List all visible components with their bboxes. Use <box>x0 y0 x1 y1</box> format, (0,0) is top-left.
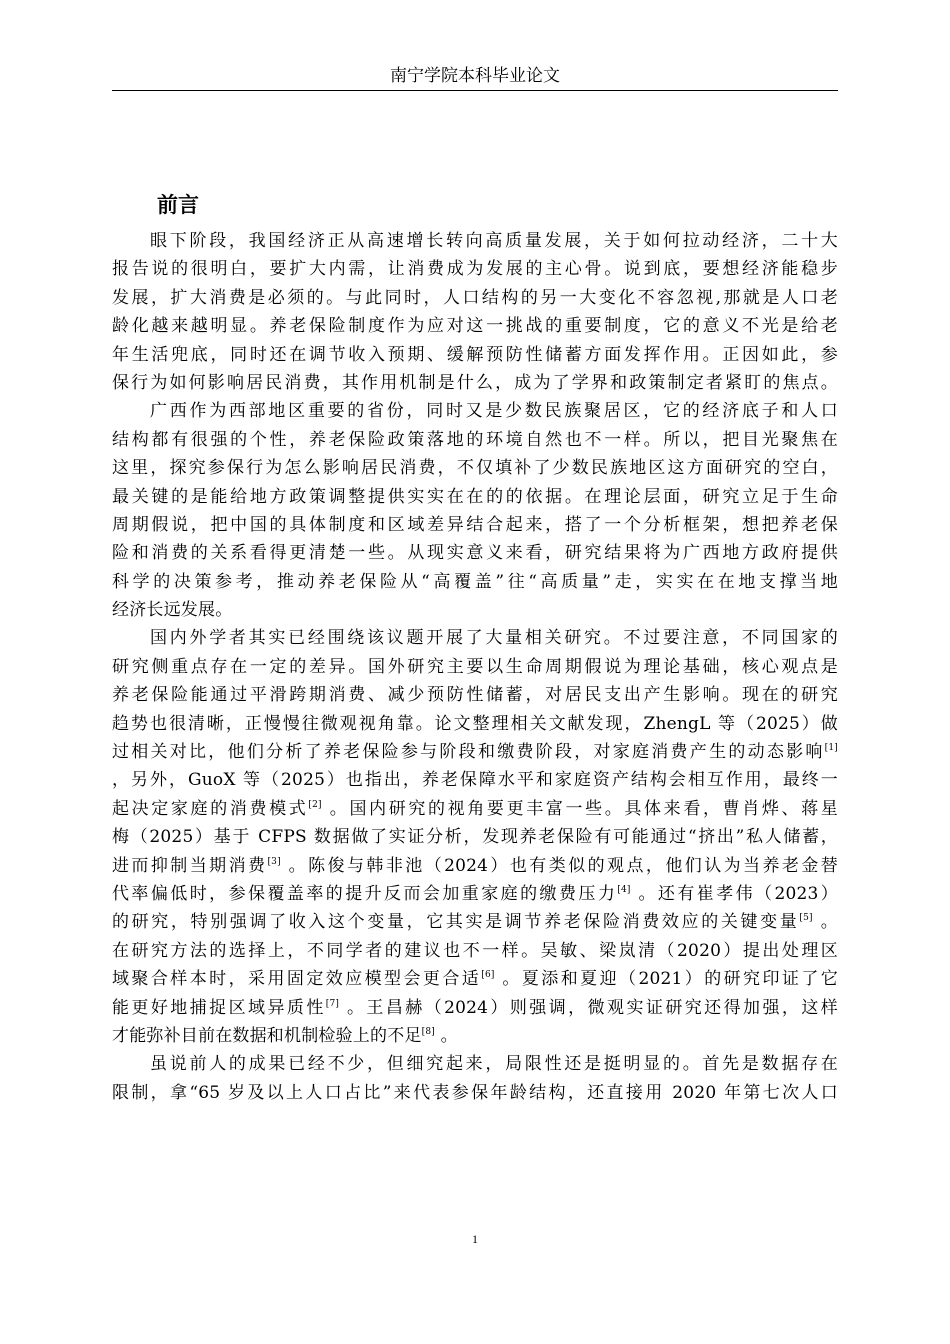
text-segment: 才能弥补目前在数据和机制检验上的不足 <box>112 1025 422 1046</box>
body-text <box>112 227 838 1107</box>
text-segment: 研究侧重点存在一定的差异。国外研究主要以生命周期假说为理论基础，核心观点是 <box>112 656 838 677</box>
text-line <box>112 596 838 624</box>
text-line <box>112 312 838 340</box>
text-segment: 进而抑制当期消费 <box>112 855 268 876</box>
text-segment: 过相关对比，他们分析了养老保险参与阶段和缴费阶段，对家庭消费产生的动态影响 <box>112 742 825 763</box>
text-line <box>112 1022 838 1050</box>
text-segment: 险和消费的关系看得更清楚一些。从现实意义来看，研究结果将为广西地方政府提供 <box>112 543 838 564</box>
text-segment: 最关键的是能给地方政策调整提供实实在在的的依据。在理论层面，研究立足于生命 <box>112 486 838 507</box>
text-line <box>112 852 838 880</box>
text-line <box>112 227 838 255</box>
text-segment: 的研究，特别强调了收入这个变量，它其实是调节养老保险消费效应的关键变量 <box>112 912 800 933</box>
text-segment: 这里，探究参保行为怎么影响居民消费，不仅填补了少数民族地区这方面研究的空白， <box>112 458 838 479</box>
text-line <box>112 426 838 454</box>
text-line <box>112 681 838 709</box>
text-line <box>112 1050 838 1078</box>
text-segment: 。王昌赫（2024）则强调，微观实证研究还得加强，这样 <box>339 997 838 1018</box>
citation-marker: [4] <box>617 884 631 895</box>
citation-marker: [8] <box>421 1026 435 1037</box>
text-segment: 科学的决策参考，推动养老保险从“高覆盖”往“高质量”走，实实在在地支撑当地 <box>112 571 838 592</box>
citation-marker: [3] <box>267 856 281 867</box>
text-line <box>112 397 838 425</box>
text-line <box>112 653 838 681</box>
text-line <box>112 1079 838 1107</box>
citation-marker: [1] <box>824 743 838 754</box>
text-line <box>112 908 838 936</box>
text-segment: 报告说的很明白，要扩大内需，让消费成为发展的主心骨。说到底，要想经济能稳步 <box>112 259 838 280</box>
text-line <box>112 994 838 1022</box>
text-segment: 。 <box>434 1025 458 1046</box>
text-line <box>112 710 838 738</box>
text-line <box>112 738 838 766</box>
text-line <box>112 539 838 567</box>
header-title: 南宁学院本科毕业论文 <box>390 66 560 86</box>
text-segment: 龄化越来越明显。养老保险制度作为应对这一挑战的重要制度，它的意义不光是给老 <box>112 316 838 337</box>
text-segment: 域聚合样本时，采用固定效应模型会更合适 <box>112 969 482 990</box>
text-segment: 经济长远发展。 <box>112 600 233 621</box>
text-line <box>112 483 838 511</box>
text-segment: 养老保险能通过平滑跨期消费、减少预防性储蓄，对居民支出产生影响。现在的研究 <box>112 685 838 706</box>
text-line <box>112 568 838 596</box>
text-segment: 。夏添和夏迎（2021）的研究印证了它 <box>494 969 838 990</box>
page-number: 1 <box>472 1232 478 1246</box>
text-line <box>112 369 838 397</box>
section-title: 前言 <box>157 193 199 217</box>
page-header <box>112 62 838 91</box>
text-segment: 起决定家庭的消费模式 <box>112 798 309 819</box>
text-line <box>112 284 838 312</box>
text-segment: 广西作为西部地区重要的省份，同时又是少数民族聚居区，它的经济底子和人口 <box>150 401 838 422</box>
text-segment: 发展，扩大消费是必须的。与此同时，人口结构的另一大变化不容忽视,那就是人口老 <box>112 287 838 308</box>
text-segment: 虽说前人的成果已经不少，但细究起来，局限性还是挺明显的。首先是数据存在 <box>150 1054 838 1075</box>
text-segment: 能更好地捕捉区域异质性 <box>112 997 326 1018</box>
text-segment: 结构都有很强的个性，养老保险政策落地的环境自然也不一样。所以，把目光聚焦在 <box>112 429 838 450</box>
text-segment: 代率偏低时，参保覆盖率的提升反而会加重家庭的缴费压力 <box>112 883 618 904</box>
text-segment: 国内外学者其实已经围绕该议题开展了大量相关研究。不过要注意，不同国家的 <box>150 628 838 649</box>
text-segment: 眼下阶段，我国经济正从高速增长转向高质量发展，关于如何拉动经济，二十大 <box>150 231 838 251</box>
text-segment: 年生活兜底，同时还在调节收入预期、缓解预防性储蓄方面发挥作用。正因如此，参 <box>112 344 838 365</box>
text-segment: 。 <box>812 912 838 933</box>
text-segment: 趋势也很清晰，正慢慢往微观视角靠。论文整理相关文献发现，ZhengL 等（2025）做 <box>112 713 838 734</box>
text-line <box>112 965 838 993</box>
text-line <box>112 454 838 482</box>
text-line <box>112 766 838 794</box>
text-segment: 限制，拿“65 岁及以上人口占比”来代表参保年龄结构，还直接用 2020 年第七次人口 <box>112 1082 838 1103</box>
citation-marker: [7] <box>325 998 340 1009</box>
text-line <box>112 341 838 369</box>
citation-marker: [2] <box>308 799 322 810</box>
text-segment: 保行为如何影响居民消费，其作用机制是什么，成为了学界和政策制定者紧盯的焦点。 <box>112 372 838 393</box>
text-segment: 在研究方法的选择上，不同学者的建议也不一样。吴敏、梁岚清（2020）提出处理区 <box>112 940 838 961</box>
text-line <box>112 880 838 908</box>
text-segment: ，另外，GuoX 等（2025）也指出，养老保障水平和家庭资产结构会相互作用，最终一 <box>112 770 838 791</box>
text-line <box>112 795 838 823</box>
text-line <box>112 511 838 539</box>
text-line <box>112 937 838 965</box>
text-segment: 周期假说，把中国的具体制度和区域差异结合起来，搭了一个分析框架，想把养老保 <box>112 514 838 535</box>
text-line <box>112 624 838 652</box>
text-segment: 。还有崔孝伟（2023） <box>630 883 838 904</box>
text-line <box>112 255 838 283</box>
text-line <box>112 823 838 851</box>
text-segment: 梅（2025）基于 CFPS 数据做了实证分析，发现养老保险有可能通过“挤出”私人储蓄， <box>112 827 838 848</box>
citation-marker: [6] <box>481 970 495 981</box>
text-segment: 。陈俊与韩非池（2024）也有类似的观点，他们认为当养老金替 <box>280 855 838 876</box>
citation-marker: [5] <box>799 913 813 924</box>
text-segment: 。国内研究的视角要更丰富一些。具体来看，曹肖烨、蒋星 <box>321 798 838 819</box>
